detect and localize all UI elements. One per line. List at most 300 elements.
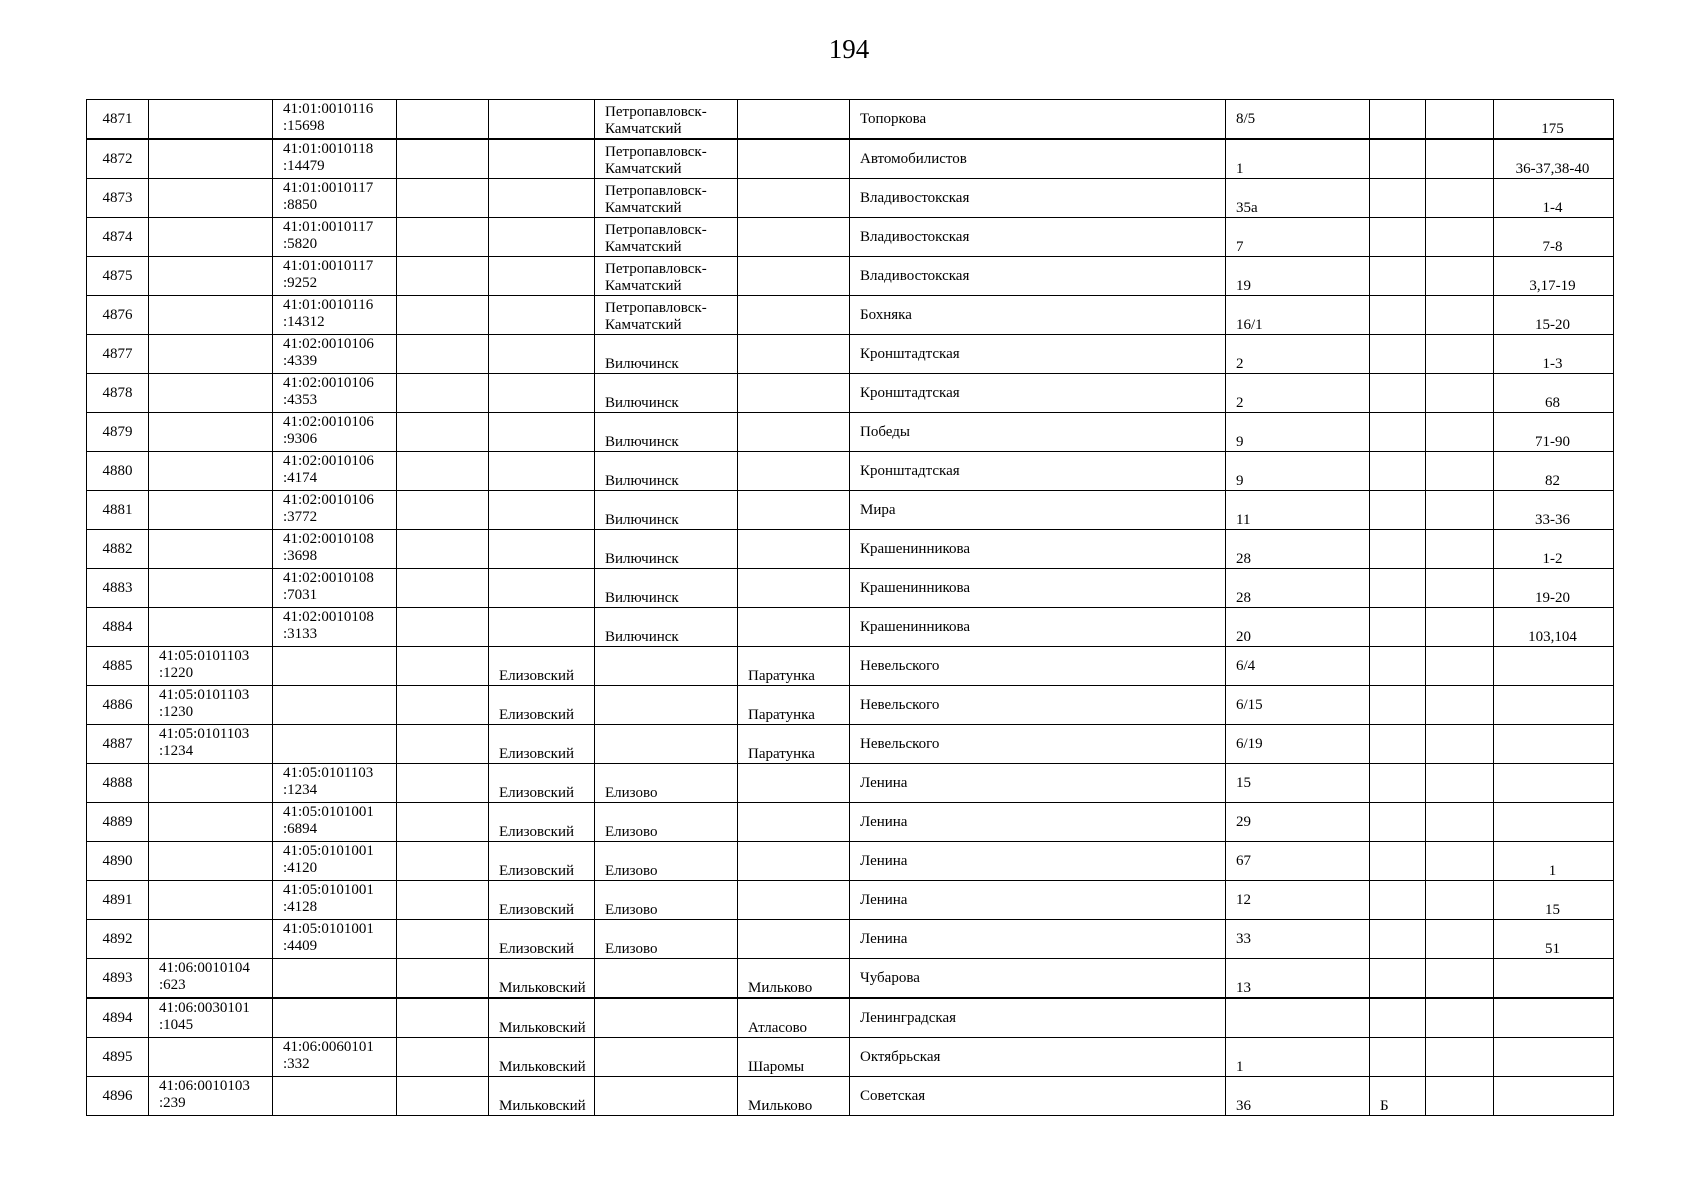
cell-letter xyxy=(1370,959,1426,999)
cell-house: 28 xyxy=(1226,530,1370,569)
table-row xyxy=(87,452,1614,491)
cell-row-number: 4874 xyxy=(87,218,149,257)
cell-locality xyxy=(738,296,850,335)
cell-apartments xyxy=(1494,803,1614,842)
cell-row-number: 4875 xyxy=(87,257,149,296)
cell-street: Автомобилистов xyxy=(850,139,1226,179)
cell-street: Ленина xyxy=(850,803,1226,842)
cell-district: Елизовский xyxy=(489,725,595,764)
cell-empty xyxy=(397,764,489,803)
cell-empty xyxy=(397,881,489,920)
cell-cadastral-parcel xyxy=(149,218,273,257)
cell-letter xyxy=(1370,803,1426,842)
cell-house: 19 xyxy=(1226,257,1370,296)
cell-street: Невельского xyxy=(850,686,1226,725)
cell-locality xyxy=(738,803,850,842)
cell-row-number: 4891 xyxy=(87,881,149,920)
cell-house: 12 xyxy=(1226,881,1370,920)
cell-empty xyxy=(397,725,489,764)
cell-cadastral-building: 41:01:0010117 :9252 xyxy=(273,257,397,296)
cell-row-number: 4889 xyxy=(87,803,149,842)
cell-house: 2 xyxy=(1226,374,1370,413)
cell-district xyxy=(489,374,595,413)
cell-apartments xyxy=(1494,725,1614,764)
cell-cadastral-building: 41:06:0060101 :332 xyxy=(273,1038,397,1077)
cell-street: Владивостокская xyxy=(850,179,1226,218)
cell-letter xyxy=(1370,1038,1426,1077)
cell-locality xyxy=(738,530,850,569)
cell-city: Елизово xyxy=(595,881,738,920)
cell-street: Ленинградская xyxy=(850,998,1226,1038)
cell-empty xyxy=(397,686,489,725)
cell-row-number: 4878 xyxy=(87,374,149,413)
cell-empty xyxy=(397,842,489,881)
cell-locality xyxy=(738,569,850,608)
cell-city xyxy=(595,647,738,686)
cell-empty xyxy=(397,491,489,530)
cell-district: Елизовский xyxy=(489,764,595,803)
cell-house: 6/19 xyxy=(1226,725,1370,764)
cell-empty xyxy=(1426,491,1494,530)
cell-letter xyxy=(1370,335,1426,374)
cell-house: 28 xyxy=(1226,569,1370,608)
cell-street: Кронштадтская xyxy=(850,374,1226,413)
cell-district xyxy=(489,179,595,218)
cell-apartments: 1-2 xyxy=(1494,530,1614,569)
cell-cadastral-parcel: 41:06:0010103 :239 xyxy=(149,1077,273,1116)
cell-apartments: 1 xyxy=(1494,842,1614,881)
cell-letter xyxy=(1370,725,1426,764)
table-row xyxy=(87,764,1614,803)
cell-letter xyxy=(1370,179,1426,218)
cell-locality: Паратунка xyxy=(738,647,850,686)
cell-cadastral-building xyxy=(273,1077,397,1116)
cell-cadastral-building xyxy=(273,998,397,1038)
cell-house: 20 xyxy=(1226,608,1370,647)
cell-district: Елизовский xyxy=(489,647,595,686)
cell-letter xyxy=(1370,296,1426,335)
cell-district xyxy=(489,218,595,257)
cell-row-number: 4876 xyxy=(87,296,149,335)
cell-empty xyxy=(397,647,489,686)
cell-cadastral-building: 41:02:0010106 :3772 xyxy=(273,491,397,530)
table-row xyxy=(87,686,1614,725)
cell-street: Невельского xyxy=(850,647,1226,686)
cell-cadastral-parcel xyxy=(149,413,273,452)
cell-empty xyxy=(1426,257,1494,296)
cell-apartments xyxy=(1494,1077,1614,1116)
cell-empty xyxy=(1426,139,1494,179)
cell-street: Октябрьская xyxy=(850,1038,1226,1077)
cell-cadastral-parcel xyxy=(149,452,273,491)
cell-cadastral-parcel: 41:05:0101103 :1234 xyxy=(149,725,273,764)
cell-empty xyxy=(1426,569,1494,608)
cell-city: Вилючинск xyxy=(595,452,738,491)
cell-row-number: 4885 xyxy=(87,647,149,686)
cell-row-number: 4884 xyxy=(87,608,149,647)
cell-cadastral-building: 41:02:0010108 :3698 xyxy=(273,530,397,569)
cell-letter xyxy=(1370,569,1426,608)
cell-city: Елизово xyxy=(595,764,738,803)
cell-locality: Паратунка xyxy=(738,686,850,725)
cell-cadastral-building: 41:01:0010117 :5820 xyxy=(273,218,397,257)
cell-cadastral-parcel xyxy=(149,608,273,647)
cell-row-number: 4886 xyxy=(87,686,149,725)
cell-city: Вилючинск xyxy=(595,335,738,374)
cell-city: Петропавловск-Камчатский xyxy=(595,296,738,335)
cell-cadastral-parcel xyxy=(149,764,273,803)
cell-empty xyxy=(1426,998,1494,1038)
cell-house: 36 xyxy=(1226,1077,1370,1116)
cell-empty xyxy=(397,100,489,140)
cell-letter xyxy=(1370,374,1426,413)
cell-empty xyxy=(397,296,489,335)
cell-letter xyxy=(1370,842,1426,881)
cell-locality xyxy=(738,842,850,881)
cell-empty xyxy=(397,569,489,608)
cell-city xyxy=(595,725,738,764)
cell-row-number: 4871 xyxy=(87,100,149,140)
cell-empty xyxy=(1426,881,1494,920)
cell-apartments: 33-36 xyxy=(1494,491,1614,530)
cell-locality xyxy=(738,608,850,647)
cell-city: Вилючинск xyxy=(595,413,738,452)
table-row xyxy=(87,1038,1614,1077)
cell-empty xyxy=(397,1038,489,1077)
cell-cadastral-building: 41:02:0010106 :4353 xyxy=(273,374,397,413)
cell-empty xyxy=(397,452,489,491)
cell-district xyxy=(489,413,595,452)
cell-empty xyxy=(397,1077,489,1116)
cell-locality xyxy=(738,491,850,530)
cell-letter: Б xyxy=(1370,1077,1426,1116)
cell-row-number: 4893 xyxy=(87,959,149,999)
cell-apartments: 71-90 xyxy=(1494,413,1614,452)
table-row xyxy=(87,257,1614,296)
cell-district xyxy=(489,139,595,179)
cell-cadastral-building: 41:01:0010116 :14312 xyxy=(273,296,397,335)
cell-apartments: 19-20 xyxy=(1494,569,1614,608)
cell-locality xyxy=(738,218,850,257)
table-row xyxy=(87,1077,1614,1116)
cell-empty xyxy=(397,374,489,413)
table-row xyxy=(87,139,1614,179)
cell-letter xyxy=(1370,452,1426,491)
cell-row-number: 4873 xyxy=(87,179,149,218)
cell-city: Петропавловск-Камчатский xyxy=(595,139,738,179)
cell-letter xyxy=(1370,920,1426,959)
cell-empty xyxy=(1426,374,1494,413)
cell-house: 6/4 xyxy=(1226,647,1370,686)
cell-house: 7 xyxy=(1226,218,1370,257)
cell-cadastral-building: 41:02:0010106 :4339 xyxy=(273,335,397,374)
table-row xyxy=(87,920,1614,959)
cell-cadastral-building: 41:02:0010106 :4174 xyxy=(273,452,397,491)
cell-house xyxy=(1226,998,1370,1038)
cell-empty xyxy=(1426,530,1494,569)
cell-row-number: 4877 xyxy=(87,335,149,374)
cell-district: Мильковский xyxy=(489,1077,595,1116)
cell-city xyxy=(595,998,738,1038)
cell-row-number: 4883 xyxy=(87,569,149,608)
cell-district: Елизовский xyxy=(489,842,595,881)
cell-empty xyxy=(1426,647,1494,686)
cell-empty xyxy=(1426,686,1494,725)
cell-cadastral-building xyxy=(273,725,397,764)
cell-locality xyxy=(738,920,850,959)
table-row xyxy=(87,530,1614,569)
cell-district xyxy=(489,257,595,296)
cell-cadastral-parcel xyxy=(149,179,273,218)
cell-house: 6/15 xyxy=(1226,686,1370,725)
cell-street: Кронштадтская xyxy=(850,335,1226,374)
cell-letter xyxy=(1370,647,1426,686)
cell-cadastral-building: 41:01:0010117 :8850 xyxy=(273,179,397,218)
cell-row-number: 4880 xyxy=(87,452,149,491)
cell-street: Советская xyxy=(850,1077,1226,1116)
cell-house: 2 xyxy=(1226,335,1370,374)
cell-locality xyxy=(738,257,850,296)
cell-row-number: 4872 xyxy=(87,139,149,179)
cell-locality xyxy=(738,881,850,920)
table-row xyxy=(87,374,1614,413)
table-row xyxy=(87,803,1614,842)
table-row xyxy=(87,218,1614,257)
cell-apartments: 1-4 xyxy=(1494,179,1614,218)
cell-house: 1 xyxy=(1226,1038,1370,1077)
cell-locality xyxy=(738,100,850,140)
cell-city: Петропавловск-Камчатский xyxy=(595,257,738,296)
cell-house: 1 xyxy=(1226,139,1370,179)
table-row xyxy=(87,179,1614,218)
cell-street: Мира xyxy=(850,491,1226,530)
cell-cadastral-building: 41:02:0010108 :3133 xyxy=(273,608,397,647)
table-row xyxy=(87,881,1614,920)
page-number: 194 xyxy=(828,34,870,64)
cell-cadastral-parcel xyxy=(149,491,273,530)
cell-row-number: 4882 xyxy=(87,530,149,569)
cell-cadastral-parcel xyxy=(149,100,273,140)
cell-city: Елизово xyxy=(595,920,738,959)
cell-city: Вилючинск xyxy=(595,530,738,569)
cell-empty xyxy=(1426,764,1494,803)
cell-empty xyxy=(1426,413,1494,452)
cell-cadastral-building xyxy=(273,959,397,999)
cell-empty xyxy=(1426,452,1494,491)
cell-district: Мильковский xyxy=(489,959,595,999)
cell-apartments: 103,104 xyxy=(1494,608,1614,647)
table-row xyxy=(87,335,1614,374)
cell-letter xyxy=(1370,764,1426,803)
cell-cadastral-building: 41:01:0010116 :15698 xyxy=(273,100,397,140)
cell-letter xyxy=(1370,218,1426,257)
cell-cadastral-building: 41:05:0101103 :1234 xyxy=(273,764,397,803)
table-row xyxy=(87,413,1614,452)
cell-house: 15 xyxy=(1226,764,1370,803)
cell-apartments: 68 xyxy=(1494,374,1614,413)
cell-city: Вилючинск xyxy=(595,491,738,530)
cell-letter xyxy=(1370,686,1426,725)
cell-empty xyxy=(397,335,489,374)
cell-house: 35а xyxy=(1226,179,1370,218)
cell-row-number: 4894 xyxy=(87,998,149,1038)
cell-city xyxy=(595,1077,738,1116)
cell-city: Петропавловск-Камчатский xyxy=(595,100,738,140)
cell-cadastral-building: 41:05:0101001 :4120 xyxy=(273,842,397,881)
cell-street: Крашенинникова xyxy=(850,530,1226,569)
table-row xyxy=(87,959,1614,999)
cell-district xyxy=(489,100,595,140)
cell-city: Елизово xyxy=(595,803,738,842)
cell-cadastral-parcel: 41:06:0010104 :623 xyxy=(149,959,273,999)
cell-cadastral-building xyxy=(273,647,397,686)
cell-cadastral-building: 41:02:0010108 :7031 xyxy=(273,569,397,608)
cell-house: 9 xyxy=(1226,413,1370,452)
cell-cadastral-building: 41:05:0101001 :4128 xyxy=(273,881,397,920)
cell-locality xyxy=(738,374,850,413)
cell-city: Петропавловск-Камчатский xyxy=(595,218,738,257)
cell-district xyxy=(489,296,595,335)
cell-cadastral-building: 41:05:0101001 :6894 xyxy=(273,803,397,842)
cell-cadastral-parcel: 41:05:0101103 :1220 xyxy=(149,647,273,686)
cell-street: Владивостокская xyxy=(850,218,1226,257)
cell-letter xyxy=(1370,608,1426,647)
cell-street: Ленина xyxy=(850,920,1226,959)
cell-district: Мильковский xyxy=(489,1038,595,1077)
cell-empty xyxy=(1426,179,1494,218)
cell-empty xyxy=(397,413,489,452)
cell-street: Ленина xyxy=(850,881,1226,920)
cell-street: Кронштадтская xyxy=(850,452,1226,491)
cell-empty xyxy=(1426,725,1494,764)
cell-empty xyxy=(1426,803,1494,842)
cell-house: 11 xyxy=(1226,491,1370,530)
cell-apartments xyxy=(1494,1038,1614,1077)
cell-locality xyxy=(738,335,850,374)
cell-apartments: 175 xyxy=(1494,100,1614,140)
table-row xyxy=(87,100,1614,140)
cell-apartments xyxy=(1494,686,1614,725)
cell-cadastral-parcel xyxy=(149,1038,273,1077)
cell-cadastral-building: 41:05:0101001 :4409 xyxy=(273,920,397,959)
cell-letter xyxy=(1370,530,1426,569)
cell-city: Вилючинск xyxy=(595,374,738,413)
cell-house: 8/5 xyxy=(1226,100,1370,140)
cell-locality xyxy=(738,413,850,452)
cell-street: Ленина xyxy=(850,764,1226,803)
cell-cadastral-parcel: 41:05:0101103 :1230 xyxy=(149,686,273,725)
cell-cadastral-parcel xyxy=(149,881,273,920)
cell-district xyxy=(489,491,595,530)
cell-empty xyxy=(1426,335,1494,374)
cell-apartments: 15 xyxy=(1494,881,1614,920)
table-row xyxy=(87,296,1614,335)
cell-locality xyxy=(738,139,850,179)
cell-street: Крашенинникова xyxy=(850,608,1226,647)
cell-cadastral-parcel xyxy=(149,842,273,881)
cell-street: Крашенинникова xyxy=(850,569,1226,608)
cell-locality: Мильково xyxy=(738,959,850,999)
table-row xyxy=(87,725,1614,764)
cell-empty xyxy=(397,920,489,959)
cell-cadastral-parcel xyxy=(149,139,273,179)
cell-city xyxy=(595,959,738,999)
cell-cadastral-parcel xyxy=(149,569,273,608)
cell-district xyxy=(489,335,595,374)
cell-district: Елизовский xyxy=(489,686,595,725)
cell-apartments: 1-3 xyxy=(1494,335,1614,374)
cell-street: Владивостокская xyxy=(850,257,1226,296)
cell-empty xyxy=(1426,920,1494,959)
cell-district xyxy=(489,452,595,491)
cell-cadastral-building: 41:02:0010106 :9306 xyxy=(273,413,397,452)
cell-letter xyxy=(1370,491,1426,530)
cell-locality xyxy=(738,764,850,803)
table-row xyxy=(87,569,1614,608)
cell-city: Вилючинск xyxy=(595,608,738,647)
cell-apartments: 7-8 xyxy=(1494,218,1614,257)
cell-empty xyxy=(397,179,489,218)
cell-district: Мильковский xyxy=(489,998,595,1038)
cell-row-number: 4892 xyxy=(87,920,149,959)
cell-empty xyxy=(1426,1077,1494,1116)
cell-empty xyxy=(1426,608,1494,647)
cell-empty xyxy=(1426,218,1494,257)
cell-apartments: 3,17-19 xyxy=(1494,257,1614,296)
cell-cadastral-parcel xyxy=(149,335,273,374)
cell-letter xyxy=(1370,881,1426,920)
cell-district xyxy=(489,608,595,647)
cell-street: Топоркова xyxy=(850,100,1226,140)
cell-street: Ленина xyxy=(850,842,1226,881)
cell-apartments: 51 xyxy=(1494,920,1614,959)
cell-street: Чубарова xyxy=(850,959,1226,999)
cell-locality xyxy=(738,179,850,218)
cell-row-number: 4887 xyxy=(87,725,149,764)
cell-house: 29 xyxy=(1226,803,1370,842)
cell-empty xyxy=(397,139,489,179)
cell-row-number: 4879 xyxy=(87,413,149,452)
cell-city: Вилючинск xyxy=(595,569,738,608)
cell-apartments: 36-37,38-40 xyxy=(1494,139,1614,179)
cell-city: Петропавловск-Камчатский xyxy=(595,179,738,218)
cell-empty xyxy=(1426,959,1494,999)
table-row xyxy=(87,647,1614,686)
cell-letter xyxy=(1370,257,1426,296)
cell-apartments xyxy=(1494,647,1614,686)
cell-locality: Паратунка xyxy=(738,725,850,764)
cell-district xyxy=(489,569,595,608)
table-row xyxy=(87,608,1614,647)
cell-empty xyxy=(397,530,489,569)
cell-empty xyxy=(397,608,489,647)
cell-cadastral-parcel xyxy=(149,257,273,296)
table-row xyxy=(87,998,1614,1038)
cell-locality xyxy=(738,452,850,491)
cell-district xyxy=(489,530,595,569)
cell-house: 33 xyxy=(1226,920,1370,959)
cell-street: Победы xyxy=(850,413,1226,452)
cell-street: Невельского xyxy=(850,725,1226,764)
cell-apartments: 15-20 xyxy=(1494,296,1614,335)
cell-empty xyxy=(1426,296,1494,335)
cell-locality: Атласово xyxy=(738,998,850,1038)
cell-cadastral-parcel xyxy=(149,296,273,335)
cell-city: Елизово xyxy=(595,842,738,881)
cell-apartments xyxy=(1494,959,1614,999)
cell-letter xyxy=(1370,413,1426,452)
cell-empty xyxy=(397,257,489,296)
